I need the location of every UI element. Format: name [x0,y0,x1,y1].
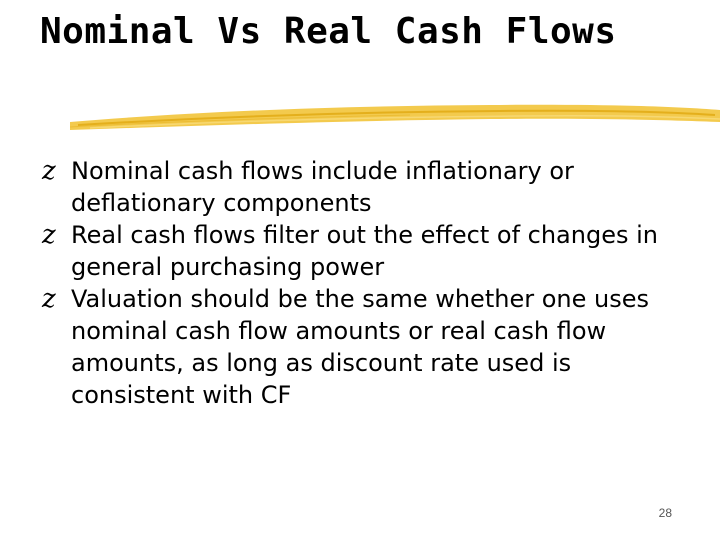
bullet-text: Nominal cash flows include inflationary or deflationary components [71,157,574,217]
bullet-text: Real cash flows filter out the effect of changes in general purchasing power [71,221,658,281]
slide-title: Nominal Vs Real Cash Flows [40,11,617,52]
bullet-text: Valuation should be the same whether one uses nominal cash flow amounts or real cash flow amounts, as long as discount rate used is consistent with CF [71,285,649,409]
z-bullet-icon: z [42,284,56,314]
z-bullet-icon: z [42,220,56,250]
z-bullet-icon: z [42,156,56,186]
page-number: 28 [658,506,672,520]
bullet-list [42,155,702,411]
bullet-item [42,155,702,219]
bullet-item [42,283,702,411]
bullet-item [42,219,702,283]
title-underline-brush [70,100,720,136]
